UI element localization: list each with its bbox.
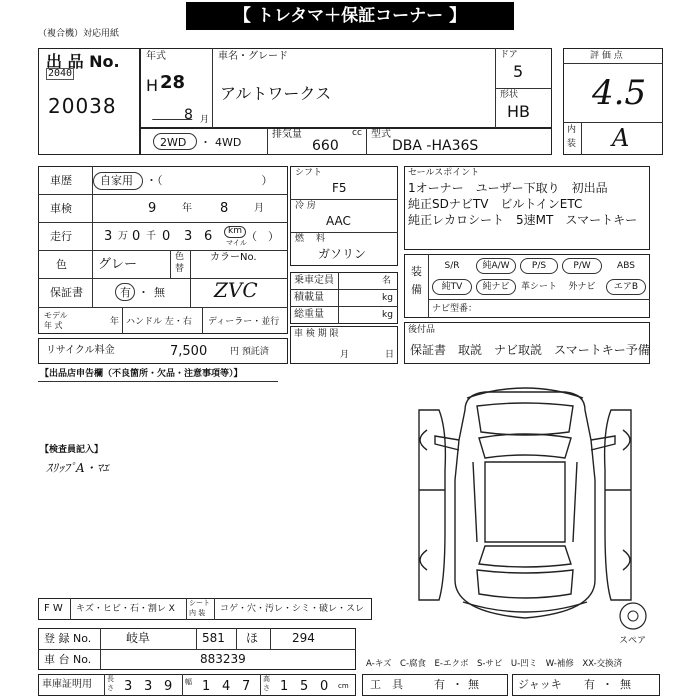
mileage-u1: 万: [118, 231, 128, 242]
warranty-yes: 有: [120, 286, 131, 299]
validity-day: 日: [385, 350, 395, 360]
validity-label: 車 検 期 限: [294, 329, 339, 339]
dims-unit: cm: [338, 682, 349, 690]
registration-kana: ほ: [246, 631, 259, 645]
tools-label: 工 具: [370, 678, 403, 691]
history-label: 車歴: [50, 174, 72, 187]
dims-height-1: 1: [280, 679, 289, 694]
registration-label: 登 録 No.: [44, 632, 92, 645]
shift-label: シフト: [295, 168, 323, 178]
mileage-d5: 6: [204, 229, 213, 244]
sales-line-1: 1オーナー ユーザー下取り 初出品: [408, 181, 608, 195]
capacity-label: 乗車定員: [294, 275, 334, 286]
chassis-value: 883239: [200, 652, 246, 666]
validity-unit: 月: [340, 350, 350, 360]
mileage-d1: 3: [104, 229, 113, 244]
jack-no: 無: [620, 678, 631, 691]
color-swap-2: 替: [175, 264, 185, 274]
mileage-d2: 0: [132, 229, 141, 244]
displacement-value: 660: [312, 138, 339, 154]
model-value: アルトワークス: [220, 84, 332, 103]
equip-airbag: エアB: [606, 279, 646, 295]
weight-label: 総重量: [294, 309, 324, 320]
dims-length-3: 9: [164, 679, 173, 694]
mileage-paren: （ ）: [246, 230, 279, 243]
history-value: 自家用: [100, 174, 133, 187]
displacement-unit: cc: [352, 128, 362, 138]
score-value: 4.5: [592, 73, 647, 113]
warranty-no: 無: [154, 286, 165, 299]
mileage-mile: マイル: [226, 239, 247, 247]
mileage-d3: 0: [162, 229, 171, 244]
car-damage-diagram: [405, 380, 645, 630]
weight-unit: kg: [382, 310, 393, 320]
inspection-year-unit: 年: [182, 203, 192, 214]
ac-value: AAC: [326, 214, 351, 228]
dims-height-3: 0: [320, 679, 329, 694]
dims-width-2: 4: [222, 679, 231, 694]
mileage-km: km: [228, 226, 242, 236]
equip-sr: S/R: [444, 261, 460, 271]
recycle-unit: 円 預託済: [230, 347, 269, 357]
lot-label: 出 品 No.: [46, 52, 120, 71]
fuel-label-2: 料: [316, 234, 326, 244]
inspection-year: 9: [148, 201, 157, 216]
report-label: 【出品店申告欄（不良箇所・欠品・注意事項等）】: [40, 369, 243, 379]
equipment-label-1: 装: [411, 265, 422, 278]
dims-w-label: 幅: [185, 678, 192, 686]
inspection-month-unit: 月: [254, 203, 264, 214]
equip-alloy: 純A/W: [476, 258, 516, 274]
chassis-label: 車 台 No.: [44, 653, 92, 666]
drive-4wd: 4WD: [215, 136, 242, 149]
spare-label: スペア: [619, 636, 647, 646]
dims-width-3: 7: [242, 679, 251, 694]
damage-legend: A-キズ C-腐食 E-エクボ S-サビ U-凹ミ W-補修 XX-交換済: [366, 659, 623, 669]
displacement-label: 排気量: [272, 129, 302, 140]
drive-sep: ・: [200, 136, 211, 149]
seat-label-1: シート: [189, 599, 210, 607]
inspector-label: 【検査員記入】: [40, 445, 104, 455]
type-label: 型式: [371, 129, 391, 140]
fuel-value: ガソリン: [318, 247, 367, 261]
warranty-sep: ・: [138, 286, 149, 299]
inspector-note: ｽﾘｯﾌﾟA・ﾏｴ: [46, 461, 109, 475]
fw-text: キズ・ヒビ・石・割レ X: [76, 604, 175, 614]
dims-l-label-2: さ: [107, 684, 114, 692]
recycle-label: リサイクル料金: [46, 345, 115, 356]
capacity-unit: 名: [382, 276, 392, 286]
seat-text: コゲ・穴・汚レ・シミ・破レ・スレ: [220, 604, 365, 614]
load-unit: kg: [382, 293, 393, 303]
year-era: H: [146, 76, 159, 95]
color-swap-1: 色: [175, 252, 185, 262]
tools-yes: 有: [434, 678, 445, 691]
history-rest: ・（ ）: [146, 174, 273, 187]
year-label: 年式: [146, 51, 166, 62]
shape-value: HB: [507, 102, 531, 121]
fw-label: F W: [44, 603, 63, 614]
equip-tv: 純TV: [432, 279, 472, 295]
seat-label-2: 内 装: [189, 609, 206, 617]
tools-no: 無: [468, 678, 479, 691]
lot-sub: 2040: [48, 68, 73, 79]
lot-number: 20038: [48, 94, 117, 118]
jack-yes: 有: [584, 678, 595, 691]
score-label: 評 価 点: [590, 51, 623, 61]
interior-label-2: 装: [567, 139, 577, 149]
load-label: 積載量: [294, 292, 324, 303]
model-year-unit: 年: [110, 317, 120, 327]
after-value: 保証書 取説 ナビ取説 スマートキー予備: [410, 343, 650, 357]
dims-h-label-2: さ: [263, 684, 270, 692]
shape-label: 形状: [500, 90, 519, 100]
equip-leather: 革シート: [521, 282, 558, 292]
registration-number: 294: [292, 631, 315, 645]
dims-label: 車庫証明用: [42, 679, 92, 690]
ac-label: 冷 房: [295, 201, 316, 211]
equip-abs: ABS: [617, 261, 635, 271]
equip-ps: P/S: [520, 258, 558, 274]
registration-class: 581: [202, 631, 225, 645]
drive-2wd: 2WD: [160, 136, 187, 149]
tools-sep: ・: [452, 678, 463, 691]
jack-sep: ・: [602, 678, 613, 691]
warranty-label: 保証書: [50, 286, 83, 299]
after-label: 後付品: [408, 325, 436, 335]
equip-navi: 純ナビ: [476, 279, 516, 295]
recycle-value: 7,500: [170, 344, 208, 359]
inspection-month: 8: [220, 201, 229, 216]
dims-length-2: 3: [144, 679, 153, 694]
type-value: DBA -HA36S: [392, 138, 479, 154]
corner-banner: 【 トレタマ＋保証コーナー 】: [186, 2, 514, 30]
model-label: 車名・グレード: [218, 51, 288, 62]
year-month: 8: [184, 107, 193, 123]
doors-value: 5: [513, 62, 524, 81]
color-code-value: ZVC: [214, 278, 258, 302]
dims-h-label-1: 高: [263, 675, 270, 683]
sales-label: セールスポイント: [408, 168, 480, 178]
color-value: グレー: [98, 257, 138, 272]
color-code-label: カラーNo.: [210, 252, 257, 263]
mileage-u2: 千: [146, 231, 156, 242]
header-note: （複合機）対応用紙: [38, 29, 120, 39]
spare-tire-icon: [617, 600, 649, 632]
mileage-d4: 3: [184, 229, 193, 244]
equipment-label-2: 備: [411, 283, 422, 296]
dims-height-2: 5: [300, 679, 309, 694]
model-year-label-2: 年 式: [44, 321, 63, 330]
year-month-unit: 月: [200, 115, 210, 125]
equip-ext-navi: 外ナビ: [568, 282, 596, 292]
shift-value: F5: [332, 181, 347, 195]
sales-line-2: 純正SDナビTV ビルトインETC: [408, 197, 583, 211]
dealer-text: ディーラー・並行: [208, 317, 280, 327]
equip-pw: P/W: [562, 258, 602, 274]
dims-l-label-1: 長: [107, 675, 114, 683]
mileage-label: 走行: [50, 230, 72, 243]
fuel-label-1: 燃: [295, 234, 305, 244]
inspection-label: 車検: [50, 202, 72, 215]
dims-length-1: 3: [124, 679, 133, 694]
handle-text: ハンドル 左・右: [126, 317, 192, 327]
doors-label: ドア: [500, 50, 518, 60]
navi-label: ナビ型番：: [432, 304, 478, 314]
color-label: 色: [56, 258, 67, 271]
jack-label: ジャッキ: [518, 678, 562, 691]
interior-label-1: 内: [567, 125, 577, 135]
dims-width-1: 1: [202, 679, 211, 694]
registration-pref: 岐阜: [126, 631, 151, 645]
year-value: 28: [160, 72, 186, 93]
sales-line-3: 純正レカロシート 5速MT スマートキー: [408, 213, 638, 227]
model-year-label-1: モデル: [44, 311, 68, 320]
interior-value: A: [612, 124, 630, 152]
